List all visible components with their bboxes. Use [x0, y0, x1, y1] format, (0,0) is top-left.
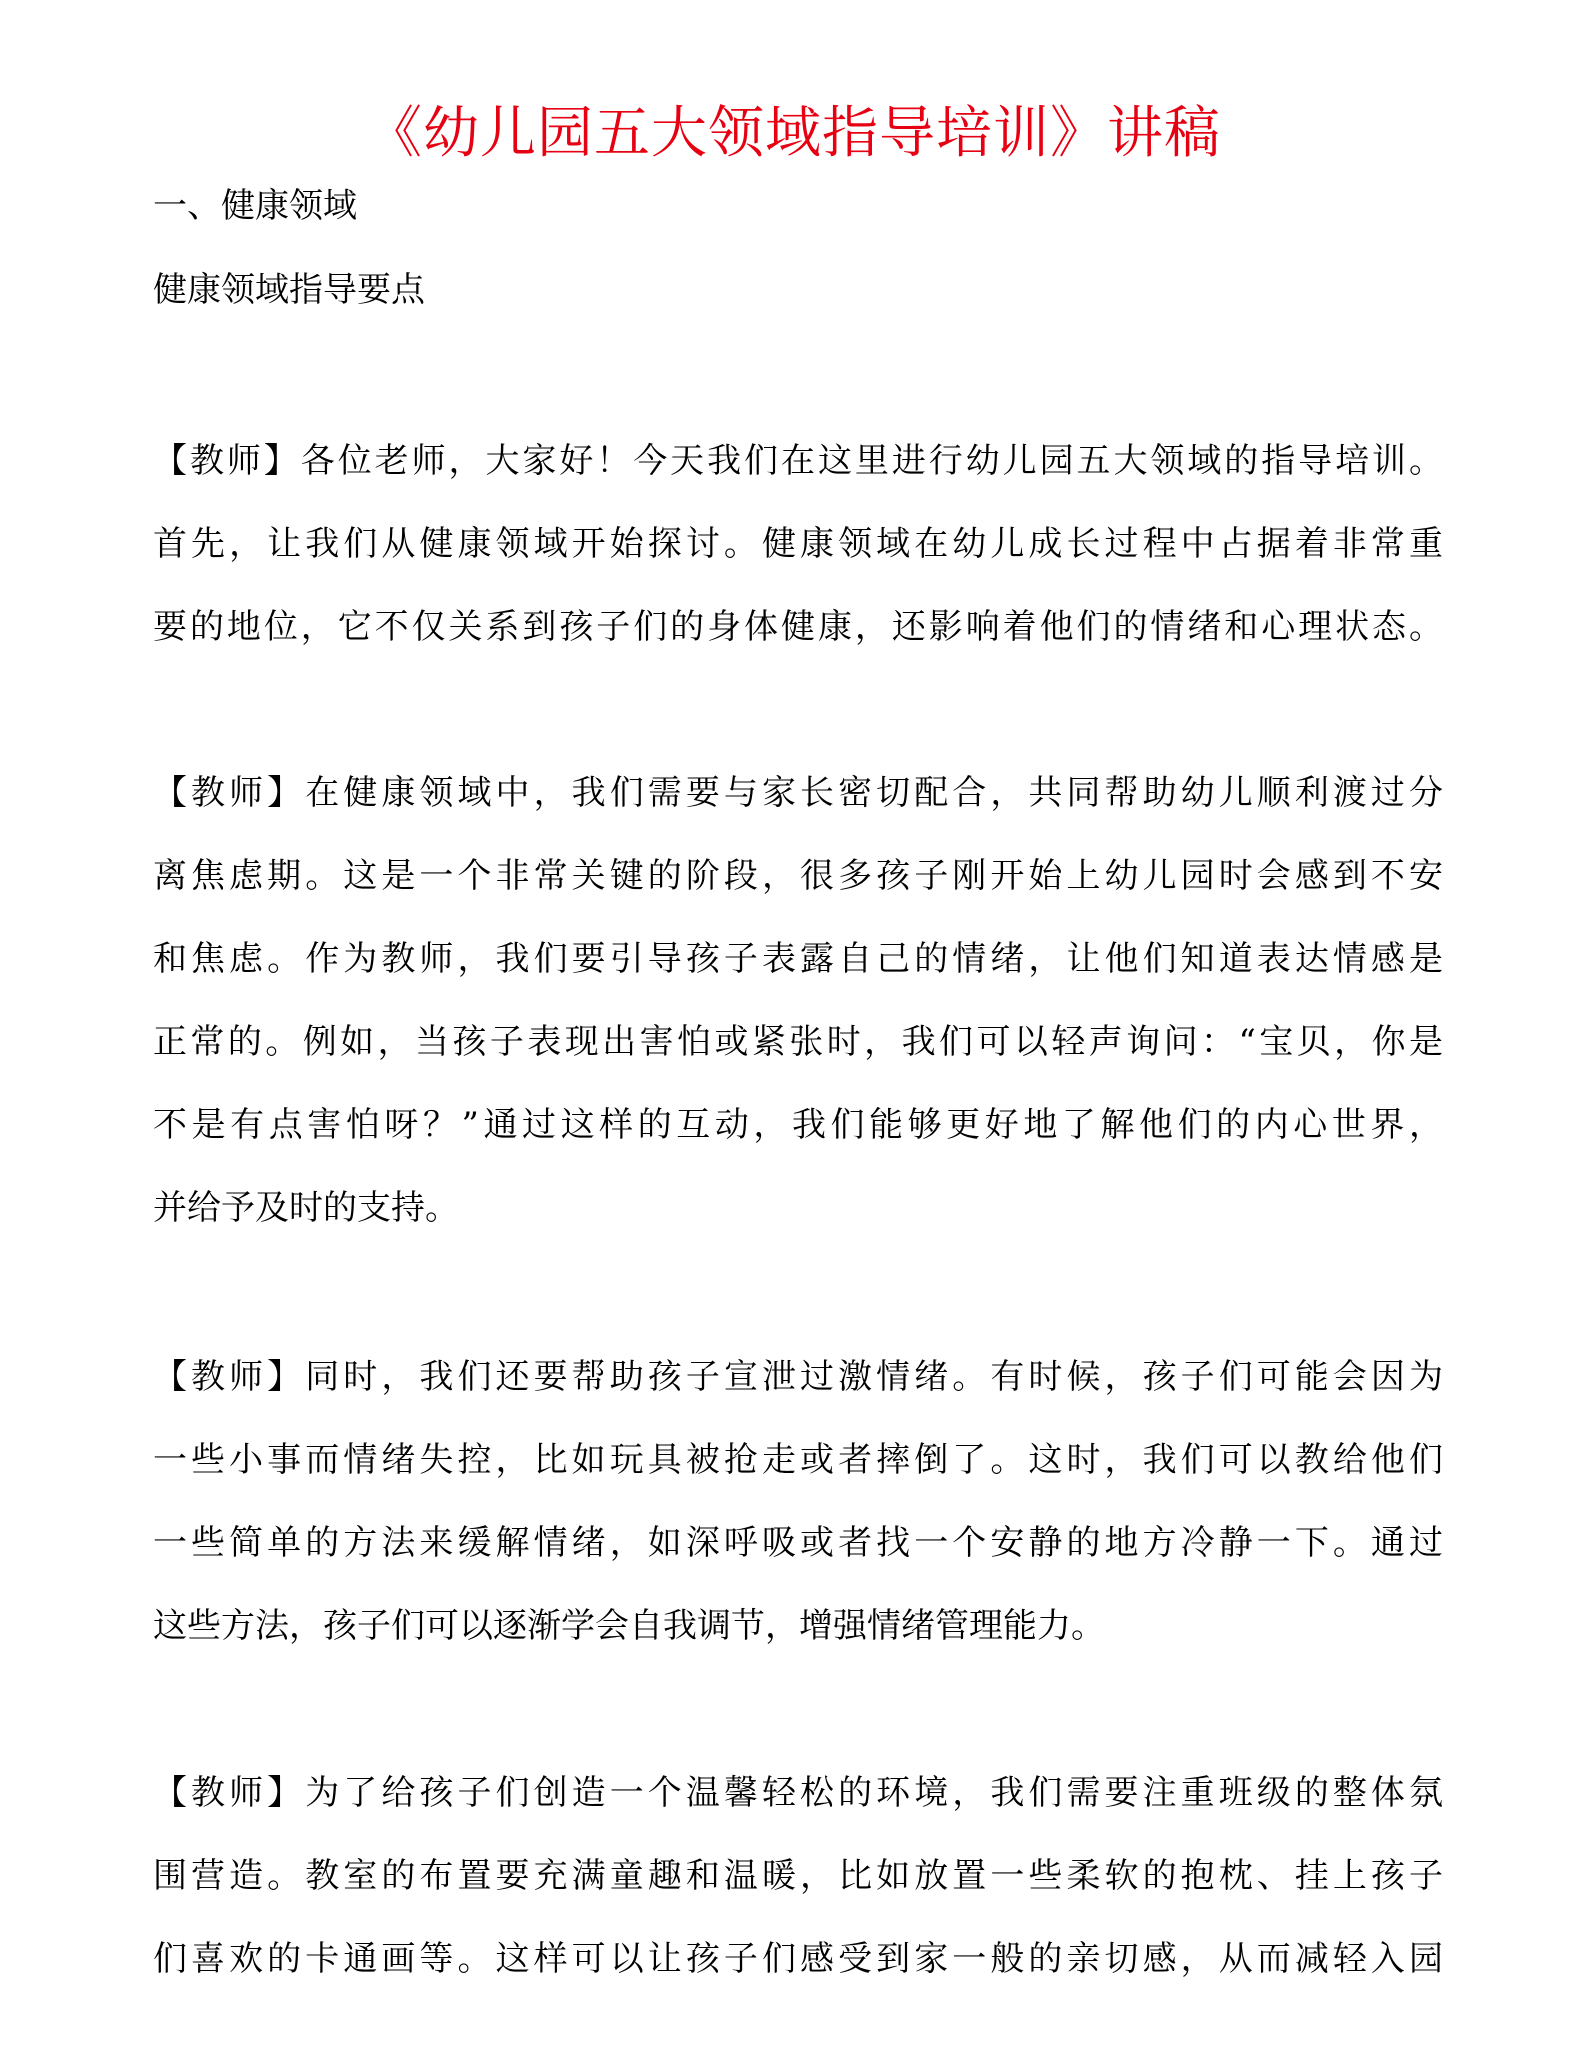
paragraph-3 — [153, 1336, 1443, 1668]
paragraph-line: 首先，让我们从健康领域开始探讨。健康领域在幼儿成长过程中占据着非常重 — [153, 524, 1443, 564]
paragraph-line: 和焦虑。作为教师，我们要引导孩子表露自己的情绪，让他们知道表达情感是 — [153, 939, 1443, 979]
paragraph-line: 一些小事而情绪失控，比如玩具被抢走或者摔倒了。这时，我们可以教给他们 — [153, 1440, 1443, 1480]
paragraph-line: 不是有点害怕呀？”通过这样的互动，我们能够更好地了解他们的内心世界， — [153, 1105, 1443, 1145]
section-heading: 一、健康领域 — [153, 186, 357, 226]
paragraph-1 — [153, 420, 1443, 669]
paragraph-line: 要的地位，它不仅关系到孩子们的身体健康，还影响着他们的情绪和心理状态。 — [153, 607, 1443, 647]
paragraph-2 — [153, 752, 1443, 1250]
paragraph-line: 【教师】同时，我们还要帮助孩子宣泄过激情绪。有时候，孩子们可能会因为 — [153, 1357, 1443, 1397]
paragraph-line: 围营造。教室的布置要充满童趣和温暖，比如放置一些柔软的抱枕、挂上孩子 — [153, 1856, 1443, 1896]
paragraph-line: 离焦虑期。这是一个非常关键的阶段，很多孩子刚开始上幼儿园时会感到不安 — [153, 856, 1443, 896]
paragraph-line: 们喜欢的卡通画等。这样可以让孩子们感受到家一般的亲切感，从而减轻入园 — [153, 1939, 1443, 1979]
paragraph-line: 【教师】在健康领域中，我们需要与家长密切配合，共同帮助幼儿顺利渡过分 — [153, 773, 1443, 813]
paragraph-4 — [153, 1752, 1443, 2001]
paragraph-line: 正常的。例如，当孩子表现出害怕或紧张时，我们可以轻声询问：“宝贝，你是 — [153, 1022, 1443, 1062]
paragraph-line: 【教师】各位老师，大家好！今天我们在这里进行幼儿园五大领域的指导培训。 — [153, 441, 1443, 481]
paragraph-line: 一些简单的方法来缓解情绪，如深呼吸或者找一个安静的地方冷静一下。通过 — [153, 1523, 1443, 1563]
subheading: 健康领域指导要点 — [153, 270, 425, 310]
paragraph-line: 这些方法，孩子们可以逐渐学会自我调节，增强情绪管理能力。 — [153, 1606, 1105, 1646]
paragraph-line: 【教师】为了给孩子们创造一个温馨轻松的环境，我们需要注重班级的整体氛 — [153, 1773, 1443, 1813]
paragraph-line: 并给予及时的支持。 — [153, 1188, 459, 1228]
document-title: 《幼儿园五大领域指导培训》讲稿 — [366, 101, 1221, 166]
